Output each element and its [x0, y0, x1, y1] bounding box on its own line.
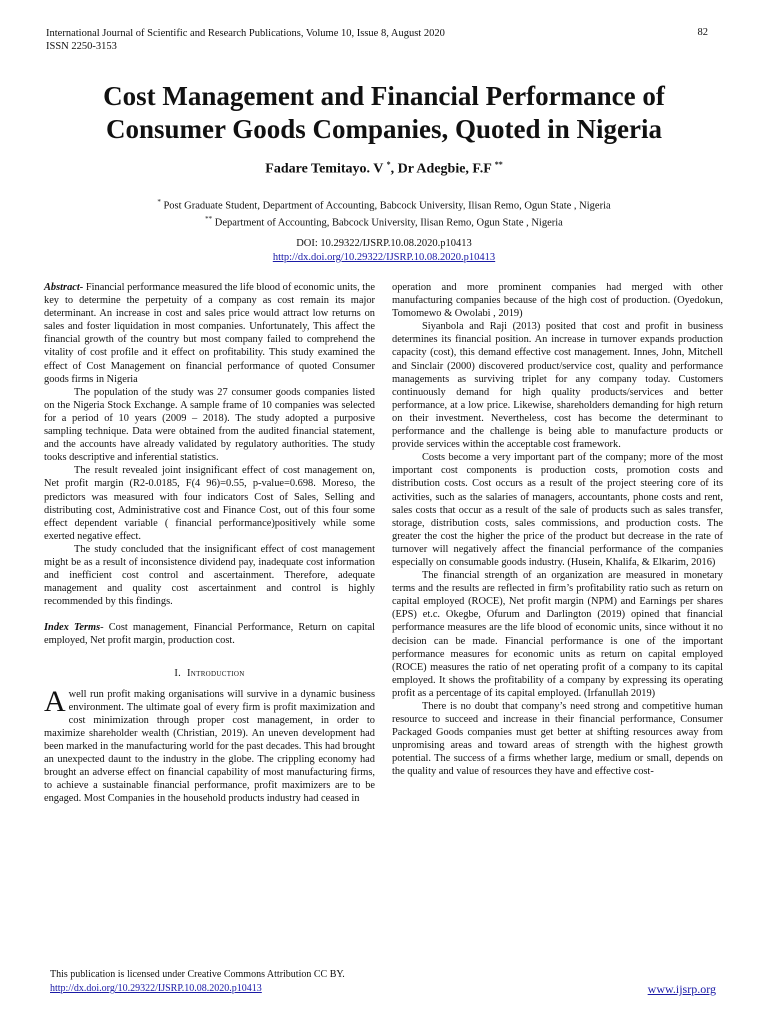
issn: ISSN 2250-3153	[46, 41, 117, 52]
affiliation-2-text: Department of Accounting, Babcock University, Ilisan Remo, Ogun State , Nigeria	[212, 217, 563, 228]
section-title: Introduction	[186, 667, 245, 679]
index-terms-label: Index Terms	[44, 622, 101, 634]
index-terms-text: - Cost management, Financial Performance, Return on capital employed, Net profit margin, production cost.	[44, 622, 375, 647]
license-notice: This publication is licensed under Creative Commons Attribution CC BY.	[50, 969, 345, 980]
affiliations	[40, 196, 728, 229]
right-paragraph-5: There is no doubt that company’s need strong and competitive human resource to succeed and increase in their financial performance, Consumer Packaged Goods companies must get better at shifting resources away from unpromising areas and toward areas of strength with the highest growth potential. The success of a firms whether large, medium or small, depends on the quality and value of resources they have and effective cost-	[392, 701, 723, 778]
journal-website-link[interactable]: www.ijsrp.org	[647, 982, 716, 996]
doi-text: DOI: 10.29322/IJSRP.10.08.2020.p10413	[296, 238, 472, 249]
doi-block	[40, 237, 728, 265]
affiliation-1	[40, 196, 728, 213]
intro-paragraph	[44, 684, 375, 806]
right-column	[392, 281, 723, 779]
right-paragraph-2: Siyanbola and Raji (2013) posited that cost and profit in business determines its financial position. An increase in turnover expands production capacity (cost), this demand effective cost management. Innes, John, Mitchell and Sinclair (2000) discovered product/service cost, quality and performance managements as surviving triplet for any company today. Customers continuously demand for high quality products/services and better performance, at a low price. Likewise, shareholders demanding for high return on their investment. Nevertheless, cost has become the determinant to performance and the challenge is being able to manufacture products or provide services within the acceptable cost framework.	[392, 321, 723, 451]
journal-name: International Journal of Scientific and Research Publications, Volume 10, Issue 8, August 2020	[46, 28, 445, 39]
abstract-label: Abstract-	[44, 282, 84, 293]
author-2-mark: **	[494, 160, 503, 169]
author-1-mark: *	[386, 160, 391, 169]
affiliation-2	[40, 213, 728, 230]
right-paragraph-3: Costs become a very important part of the company; more of the most important cost components is production costs, promotion costs and distribution costs. Cost occurs as a result of the project steering core of its activities, such as the salaries of managers, accountants, phone costs and rent, sales costs that occur as a result of the sale of products such as sales transfer, storage, distribution costs, sales commissions, and production costs. The greater the cost the higher the price of the product but decrease in the rate of turnover will negatively affect the financial performance of the companies especially on consumable goods industry. (Husein, Khalifa, & Elkarim, 2016)	[392, 452, 723, 568]
index-terms	[44, 621, 375, 647]
author-separator: ,	[390, 161, 398, 177]
abstract-paragraph-1	[44, 281, 375, 386]
section-number: I.	[174, 667, 182, 679]
abstract-text-1: Financial performance measured the life blood of economic units, the key to determine the perpetuity of a company as cost remain its major determinant. An increase in cost and sales price would attract low returns on sales and foster liquidation in most companies. Unfortunately, This affect the financial growth of the country but most company failed to comprehend the vitality of cost profile and it effect on profitability. This study examined the effect of Cost Management on financial performance of quoted Consumer goods firms in Nigeria	[44, 282, 375, 385]
footer-doi-link[interactable]: http://dx.doi.org/10.29322/IJSRP.10.08.2020.p10413	[50, 983, 262, 994]
abstract-paragraph-2: The population of the study was 27 consumer goods companies listed on the Nigeria Stock Exchange. A sample frame of 10 companies was selected for a period of 10 years (2009 – 2018). The study adopted a purposive sampling technique. Data were obtained from the audited financial statement, and the accounts have already validated by regulatory authorities. The study tooks descriptive and inferential statistics.	[44, 386, 375, 464]
page-number: 82	[697, 27, 708, 38]
right-paragraph-4: The financial strength of an organization are measured in monetary terms and the results are reflected in firm’s profitability ratio such as return on capital employed (ROCE), Net profit margin (NPM) and Earnings per shares (EPS) et.c. Okegbe, Ofurum and Darlington (2019) opined that financial performance measures are the life blood of economic units, since without it no decision can be made. Financial performance is one of the important performance measures for economic units as return on capital employed (ROCE) measures the ratio of net operating profit of a company to its capital employed. It shows the profitability of a company by expressing its operating profit as a percentage of its capital employed. (Irfanullah 2019)	[392, 570, 723, 699]
left-column	[44, 281, 375, 805]
author-2: Dr Adegbie, F.F	[397, 161, 492, 177]
drop-cap: A	[44, 684, 66, 718]
affiliation-1-text: Post Graduate Student, Department of Accounting, Babcock University, Ilisan Remo, Ogun State , Nigeria	[160, 200, 611, 212]
abstract-paragraph-3: The result revealed joint insignificant effect of cost management on, Net profit margin (R2-0.0185, F(4 96)=0.55, p-value=0.698. Moreso, the predictors was measured with four indicators Cost of Sales, Selling and distributing cost, Administrative cost and Finance Cost, out of this four some effect dependent variable ( financial performance)positively while some exerted negative effect.	[44, 465, 375, 542]
abstract-paragraph-4: The study concluded that the insignificant effect of cost management might be as a result of inconsistence dividend pay, inadequate cost information and inefficient cost control and ascertainment. Therefore, adequate management and quality cost ascertainment and control is highly recommended by this findings.	[44, 543, 375, 608]
section-heading-introduction	[44, 667, 375, 680]
page-footer	[50, 968, 345, 996]
doi-link[interactable]: http://dx.doi.org/10.29322/IJSRP.10.08.2020.p10413	[272, 252, 496, 263]
intro-text: well run profit making organisations will survive in a dynamic business environment. The ultimate goal of every firm is profit maximization and cost minimization through proper cost management, in order to maximize shareholder wealth (Christian, 2019). An uneven development had been marked in the manufacturing world for the past decades. This had brought an unexpected daunt to the industry in the globe. The crippling economy had brought an adverse effect on financial capability of most manufacturing firms, to achieve a sustainable financial performance, profit maximizers are to be engaged. Most Companies in the household products industry had ceased in	[44, 688, 375, 805]
paper-title: Cost Management and Financial Performance of Consumer Goods Companies, Quoted in Nigeria	[103, 81, 665, 144]
affiliation-2-mark: **	[205, 214, 213, 223]
affiliation-1-mark: *	[157, 198, 161, 206]
author-1: Fadare Temitayo. V	[265, 161, 384, 177]
author-line	[40, 160, 728, 178]
right-paragraph-1: operation and more prominent companies had merged with other manufacturing companies because of the high cost of production. (Oyedokun, Tomomewo & Owolabi , 2019)	[392, 282, 723, 320]
running-header	[46, 27, 445, 53]
